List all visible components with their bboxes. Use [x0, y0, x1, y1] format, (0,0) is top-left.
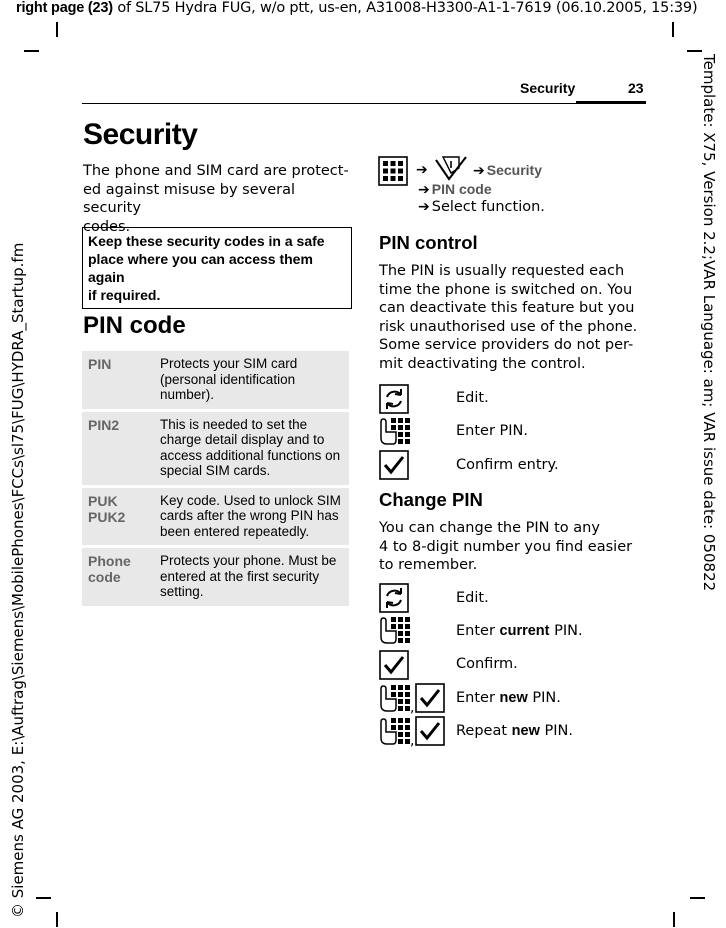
nav-pin-code-label: PIN code	[431, 181, 492, 197]
nav-arrow: ➔	[418, 199, 430, 215]
code-name-line: code	[88, 569, 121, 585]
text-line: ed against misuse by several security	[83, 181, 296, 216]
code-name-line: PIN2	[88, 416, 120, 433]
desc-line: access additional functions on	[160, 447, 341, 463]
keypad-input-icon	[377, 683, 411, 717]
section-heading-security: Security	[83, 118, 198, 151]
step-text: PIN.	[549, 623, 583, 639]
document-info-text: of SL75 Hydra FUG, w/o ptt, us-en, A31008-H3300-A1-1-7619 (06.10.2005, 15:39)	[112, 0, 698, 16]
desc-line: This is needed to set the	[160, 416, 308, 432]
step-enter-pin-label: Enter PIN.	[456, 423, 529, 439]
step-text: PIN.	[539, 723, 573, 739]
nav-security-label: Security	[486, 162, 542, 178]
step-edit-label: Edit.	[456, 590, 489, 606]
code-name	[82, 493, 160, 540]
text-line: The PIN is usually requested each	[379, 263, 625, 279]
step-enter-new-pin	[456, 690, 561, 706]
desc-line: number).	[160, 387, 215, 402]
text-line: time the phone is switched on. You	[379, 281, 633, 298]
step-confirm-label: Confirm.	[456, 656, 518, 672]
comma-separator: ,	[410, 700, 415, 716]
running-header-title: Security	[520, 80, 576, 96]
text-line: risk unauthorised use of the phone.	[379, 318, 638, 335]
nav-item-security	[473, 162, 542, 179]
comma-separator: ,	[410, 733, 415, 749]
code-name-line: PIN	[88, 356, 112, 372]
heading-change-pin: Change PIN	[379, 489, 483, 510]
security-note-box	[82, 227, 352, 309]
desc-line: entered at the first security	[160, 568, 320, 584]
step-repeat-new-pin	[456, 723, 573, 739]
code-name	[82, 553, 160, 600]
page-number: 23	[628, 80, 644, 96]
security-codes-table	[82, 351, 349, 609]
code-name-line: PUK2	[88, 508, 126, 525]
text-line: 4 to 8-digit number you find easier	[379, 538, 633, 555]
table-row	[82, 488, 349, 546]
page-reference: right page (23)	[16, 0, 113, 16]
step-text: Enter	[456, 623, 500, 639]
desc-line: Key code. Used to unlock SIM	[160, 492, 341, 508]
nav-arrow: ➔	[416, 162, 428, 178]
desc-line: Protects your SIM card	[160, 356, 298, 371]
code-name-line: PUK	[88, 492, 118, 509]
keypad-input-icon	[377, 416, 411, 450]
text-line: You can change the PIN to any	[379, 520, 600, 536]
code-name-line: Phone	[88, 553, 131, 569]
template-info: Template: X75, Version 2.2;VAR Language: am; VAR issue date: 050822	[700, 54, 718, 592]
table-row	[82, 351, 349, 409]
menu-key-icon	[378, 156, 408, 190]
desc-line: (personal identification	[160, 371, 296, 387]
crop-mark	[672, 22, 674, 37]
pin-control-text	[379, 262, 644, 373]
nav-item-pin-code	[418, 181, 492, 198]
nav-select-function	[418, 199, 545, 215]
crop-mark	[687, 50, 702, 52]
text-line: place where you can access them again	[88, 251, 313, 285]
text-line: can deactivate this feature but you	[379, 300, 635, 316]
edit-key-icon	[379, 384, 409, 418]
step-confirm-entry-label: Confirm entry.	[456, 457, 559, 473]
crop-mark	[56, 912, 58, 927]
text-line: mit deactivating the control.	[379, 355, 586, 372]
section-heading-pin-code: PIN code	[83, 312, 186, 339]
header-rule	[82, 103, 646, 104]
crop-mark	[673, 912, 675, 927]
crop-mark	[36, 897, 51, 899]
step-enter-current-pin	[456, 623, 583, 639]
text-line: The phone and SIM card are protect-	[83, 163, 349, 179]
table-row	[82, 548, 349, 606]
step-emphasis: current	[499, 623, 550, 639]
confirm-key-icon	[379, 450, 409, 484]
code-description	[160, 553, 345, 600]
confirm-key-icon	[415, 716, 445, 750]
step-text: Enter	[456, 690, 500, 706]
crop-mark	[56, 22, 58, 37]
desc-line: special SIM cards.	[160, 463, 271, 478]
security-intro	[83, 162, 353, 236]
edit-key-icon	[379, 583, 409, 617]
nav-arrow: ➔	[418, 182, 430, 198]
heading-pin-control: PIN control	[379, 232, 478, 253]
step-emphasis: new	[511, 723, 540, 739]
nav-arrow: ➔	[473, 163, 485, 179]
desc-line: been entered repeatedly.	[160, 523, 310, 539]
nav-select-text: Select function.	[431, 199, 545, 215]
code-description	[160, 417, 345, 479]
crop-mark	[690, 897, 705, 899]
desc-line: Protects your phone. Must be	[160, 553, 337, 568]
header-tab	[576, 101, 646, 104]
desc-line: charge detail display and to	[160, 432, 325, 447]
text-line: Some service providers do not per-	[379, 337, 634, 353]
desc-line: setting.	[160, 584, 204, 599]
step-text: Repeat	[456, 723, 512, 739]
code-name	[82, 417, 160, 479]
code-description	[160, 493, 345, 540]
text-line: if required.	[88, 287, 161, 303]
table-row	[82, 412, 349, 485]
text-line: to remember.	[379, 557, 478, 573]
step-edit-label: Edit.	[456, 390, 489, 406]
confirm-key-icon	[379, 650, 409, 684]
step-text: PIN.	[527, 690, 561, 706]
copyright-path: © Siemens AG 2003, E:\Auftrag\Siemens\MobilePhones\FCCs\sl75\FUG\HYDRA_Startup.fm	[9, 242, 27, 918]
change-pin-text	[379, 519, 644, 575]
keypad-input-icon	[377, 716, 411, 750]
text-line: codes.	[83, 218, 131, 235]
step-emphasis: new	[499, 690, 528, 706]
document-info-line	[16, 0, 697, 16]
confirm-key-icon	[415, 683, 445, 717]
text-line: Keep these security codes in a safe	[88, 233, 325, 249]
crop-mark	[24, 50, 39, 52]
keypad-input-icon	[377, 615, 411, 649]
code-name	[82, 356, 160, 403]
code-description	[160, 356, 345, 403]
desc-line: cards after the wrong PIN has	[160, 508, 339, 523]
